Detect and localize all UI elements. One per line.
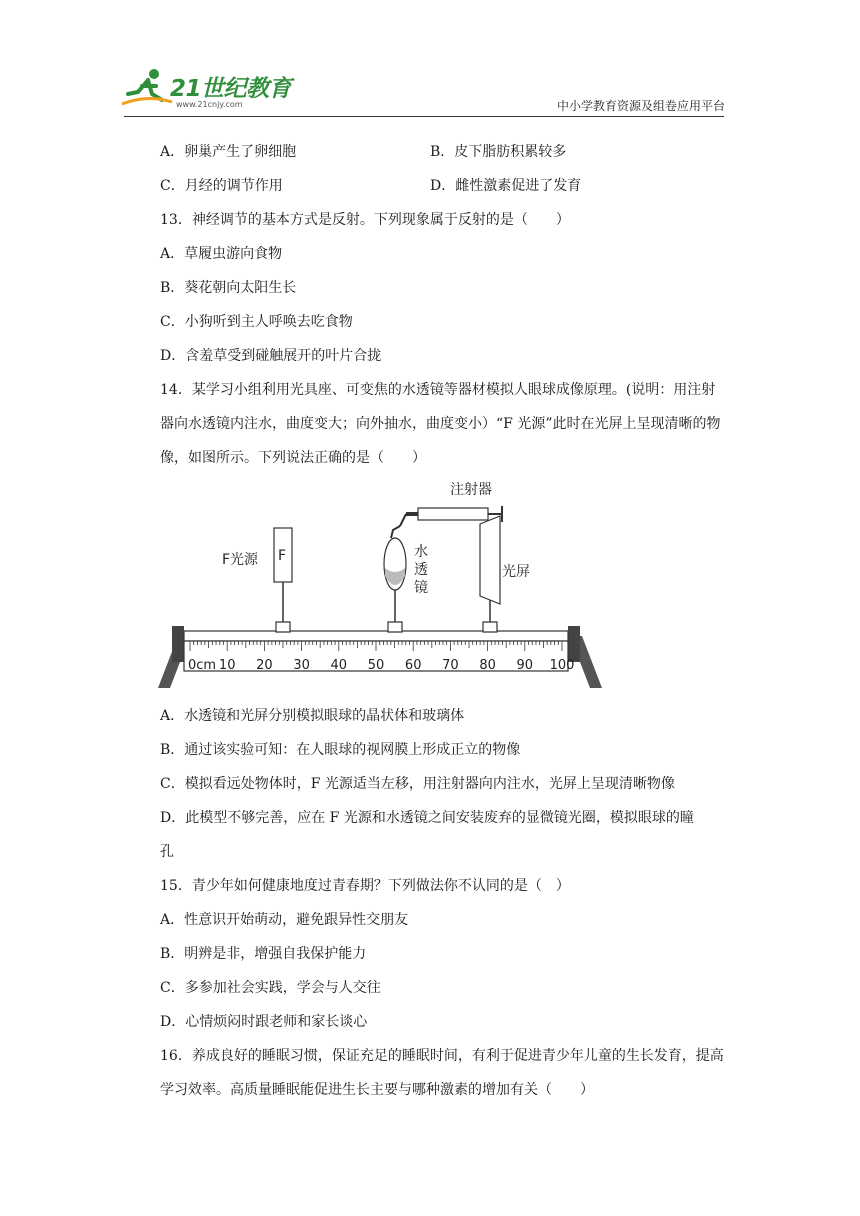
- q15-option-c: C．多参加社会实践，学会与人交往: [160, 980, 381, 996]
- q14-stem-line-2: 器向水透镜内注水，曲度变大；向外抽水，曲度变小）“F 光源”此时在光屏上呈现清晰的物: [160, 416, 721, 432]
- q13-stem: 13．神经调节的基本方式是反射。下列现象属于反射的是（ ）: [160, 212, 570, 228]
- lens-label-1: 水: [414, 544, 428, 560]
- header-divider: [124, 116, 724, 117]
- f-light-source-label: F光源: [222, 552, 259, 568]
- screen-holder: [483, 622, 497, 632]
- logo-url: www.21cnjy.com: [176, 100, 243, 109]
- left-end-block: [172, 626, 184, 662]
- logo-text: 21世纪教育: [170, 76, 292, 102]
- q14-option-d-line-1: D．此模型不够完善，应在 F 光源和水透镜之间安装废弃的显微镜光圈，模拟眼球的瞳: [160, 810, 694, 826]
- scale-tick-label: 100: [549, 658, 575, 673]
- scale-tick-label: 20: [256, 658, 273, 673]
- q14-stem-line-1: 14．某学习小组利用光具座、可变焦的水透镜等器材模拟人眼球成像原理。(说明：用注射: [160, 382, 716, 398]
- optical-bench-figure: [150, 476, 610, 696]
- q15-option-a: A．性意识开始萌动，避免跟异性交朋友: [160, 912, 409, 928]
- f-light-source-holder: [276, 622, 290, 632]
- scale-tick-label: 80: [479, 658, 496, 673]
- scale-tick-label: 90: [516, 658, 534, 673]
- q13-option-a: A．草履虫游向食物: [160, 246, 283, 262]
- q13-option-c: C．小狗听到主人呼唤去吃食物: [160, 314, 353, 330]
- right-end-block: [568, 626, 580, 662]
- q12-option-d: D．雌性激素促进了发育: [430, 178, 582, 194]
- f-light-source-letter: F: [278, 548, 287, 564]
- light-screen: [480, 516, 500, 604]
- lens-tube: [391, 526, 400, 538]
- syringe-label: 注射器: [450, 482, 492, 498]
- q14-option-d-line-2: 孔: [160, 844, 174, 860]
- q14-option-b: B．通过该实验可知：在人眼球的视网膜上形成正立的物像: [160, 742, 521, 758]
- q14-option-c: C．模拟看远处物体时，F 光源适当左移，用注射器向内注水，光屏上呈现清晰物像: [160, 776, 675, 792]
- q15-stem: 15．青少年如何健康地度过青春期？下列做法你不认同的是（ ）: [160, 878, 570, 894]
- q12-option-b: B．皮下脂肪积累较多: [430, 144, 567, 160]
- q14-stem-line-3: 像，如图所示。下列说法正确的是（ ）: [160, 450, 426, 466]
- site-logo: [118, 64, 308, 120]
- lens-label-3: 镜: [414, 580, 428, 596]
- q16-stem-line-1: 16．养成良好的睡眠习惯，保证充足的睡眠时间，有利于促进青少年儿童的生长发育，提高: [160, 1048, 724, 1064]
- scale-tick-label: 10: [218, 658, 236, 673]
- q13-option-b: B．葵花朝向太阳生长: [160, 280, 297, 296]
- q12-option-a: A．卵巢产生了卵细胞: [160, 144, 297, 160]
- q12-option-c: C．月经的调节作用: [160, 178, 283, 194]
- optical-bench-diagram: [150, 476, 610, 696]
- scale-tick-label: 30: [293, 658, 310, 673]
- scale-tick-label: 70: [442, 658, 459, 673]
- scale-tick-label: 60: [404, 658, 422, 673]
- lens-holder: [388, 622, 402, 632]
- scale-unit-label: 0cm: [188, 658, 217, 673]
- q15-option-b: B．明辨是非，增强自我保护能力: [160, 946, 367, 962]
- lens-label-2: 透: [414, 562, 428, 578]
- scale-tick-label: 50: [367, 658, 385, 673]
- q14-option-a: A．水透镜和光屏分别模拟眼球的晶状体和玻璃体: [160, 708, 465, 724]
- q13-option-d: D．含羞草受到碰触展开的叶片合拢: [160, 348, 382, 364]
- bench-rail: [184, 631, 568, 641]
- scale-tick-label: 40: [330, 658, 348, 673]
- q16-stem-line-2: 学习效率。高质量睡眠能促进生长主要与哪种激素的增加有关（ ）: [160, 1082, 594, 1098]
- light-screen-label: 光屏: [502, 564, 530, 580]
- q15-option-d: D．心情烦闷时跟老师和家长谈心: [160, 1014, 368, 1030]
- header-tagline: 中小学教育资源及组卷应用平台: [556, 99, 725, 113]
- page-header: [0, 0, 860, 118]
- runner-logo-icon: [118, 64, 174, 114]
